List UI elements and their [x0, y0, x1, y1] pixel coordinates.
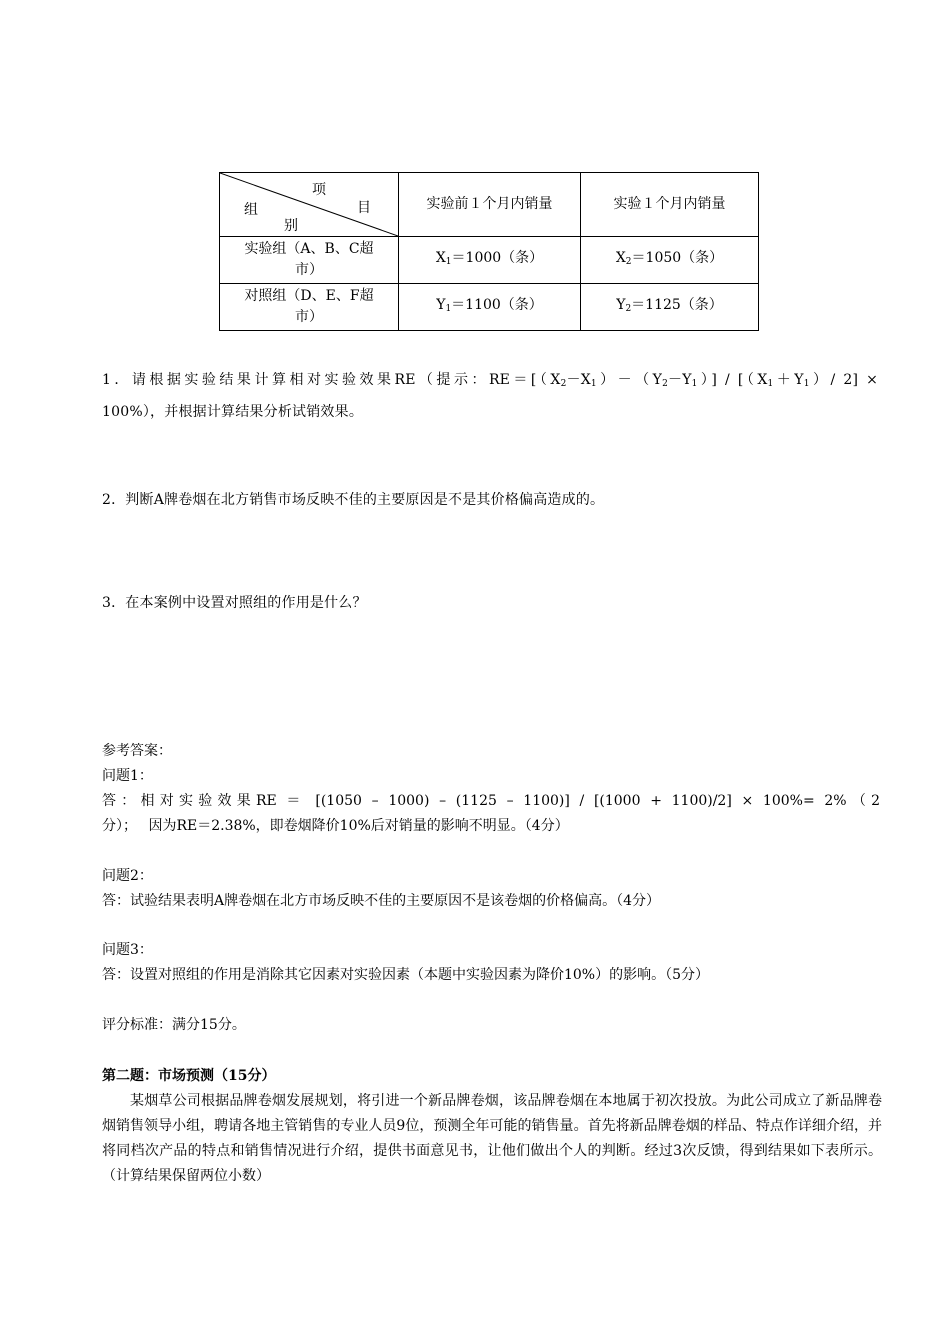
answer-2-text: 答：试验结果表明A牌卷烟在北方市场反映不佳的主要原因不是该卷烟的价格偏高。（4分） [102, 893, 661, 909]
row-label-experiment: 实验组（A、B、C超 市） [220, 237, 399, 284]
cell-x2: $X_2=1050$（条） [581, 237, 759, 284]
header-after-sales: 实验１个月内销量 [581, 173, 759, 237]
cell-y1: $Y_1=1100$（条） [399, 284, 581, 331]
diag-label-right: 目 [357, 200, 371, 216]
answer-1-line1: 答：相对实验效果RE ＝ [(1050 – 1000) – (1125 – 1100)] / [(1000 + 1100)/2] × 100%= 2%（2 [102, 793, 880, 809]
scoring-standard: 评分标准：满分15分。 [102, 1017, 246, 1033]
diag-label-top: 项 [312, 182, 326, 198]
diagonal-header-cell [220, 173, 399, 237]
answer-1-line2: 分）； 因为RE＝2.38%，即卷烟降价10%后对销量的影响不明显。（4分） [102, 818, 569, 834]
table-row-control [220, 284, 759, 331]
answer-3-title: 问题3： [102, 942, 153, 958]
row-label-control: 对照组（D、E、F超 市） [220, 284, 399, 331]
cell-x1: $X_1=1000$（条） [399, 237, 581, 284]
table-row-experiment [220, 237, 759, 284]
section-2-heading: 第二题：市场预测（15分） [102, 1068, 276, 1084]
answers-title: 参考答案： [102, 743, 172, 759]
sales-experiment-table [219, 172, 759, 331]
answer-3-text: 答：设置对照组的作用是消除其它因素对实验因素（本题中实验因素为降价10%）的影响。（5分） [102, 967, 710, 983]
diag-label-bottom: 别 [284, 218, 298, 234]
cell-y2: $Y_2=1125$（条） [581, 284, 759, 331]
diag-label-left: 组 [244, 202, 258, 218]
question-3: 3．在本案例中设置对照组的作用是什么？ [102, 595, 367, 611]
question-1: 1．请根据实验结果计算相对实验效果RE（提示：$RE=[(X_2-X_1)-(Y_2-Y_1)] / [(X_1+Y_1)/$ 2] × 100%），并根据计算结果分析试销效果。 [102, 372, 879, 420]
answer-1-title: 问题1： [102, 768, 153, 784]
section-2-paragraph: 某烟草公司根据品牌卷烟发展规划，将引进一个新品牌卷烟，该品牌卷烟在本地属于初次投放。为此公司成立了新品牌卷烟销售领导小组，聘请各地主管销售的专业人员9位，预测全年可能的销售量。首先将新品牌卷烟的样品、特点作详细介绍，并将同档次产品的特点和销售情况进行介绍，提供书面意见书，让他们做出个人的判断。经过3次反馈，得到结果如下表所示。（计算结果保留两位小数） [102, 1093, 882, 1184]
header-before-sales: 实验前１个月内销量 [399, 173, 581, 237]
answer-2-title: 问题2： [102, 868, 153, 884]
question-2: 2．判断A牌卷烟在北方销售市场反映不佳的主要原因是不是其价格偏高造成的。 [102, 492, 605, 508]
table-header-row [220, 173, 759, 237]
